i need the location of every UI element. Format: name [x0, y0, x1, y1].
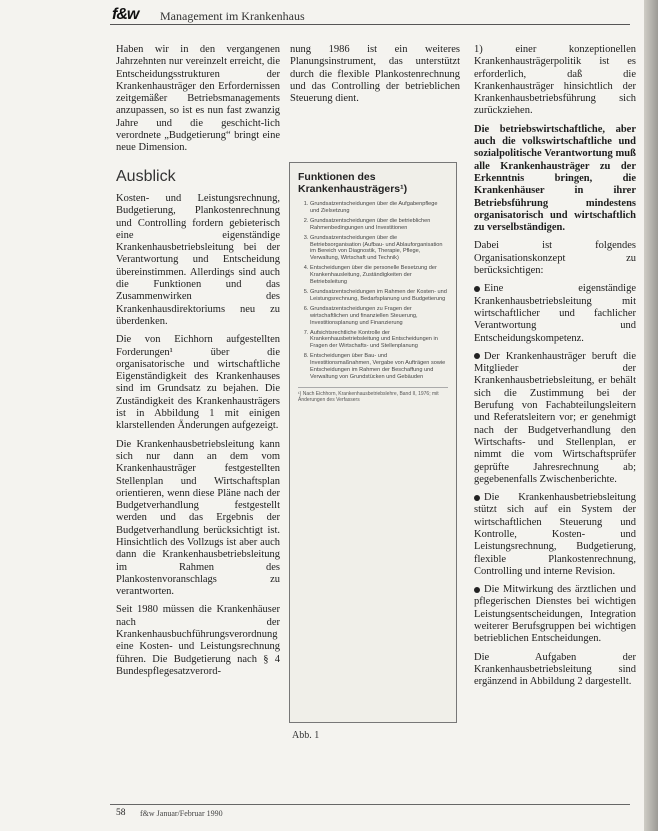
footer-divider: [110, 804, 630, 805]
bullet-icon: [474, 587, 480, 593]
column-3: [474, 44, 636, 695]
col1-paragraph: Die von Eichhorn aufgestellten Forderungen¹ über die organisatorische und wirtschaftliche Eigenständigkeit des Krankenhauses sind im Grundsatz zu bejahen. Die Zuständigkeit des Krankenhausträgers ist in Abbildung 1 mit einigen klarstellenden Änderungen aufgezeigt.: [116, 334, 280, 432]
figure-box-functions: [289, 162, 457, 723]
col1-paragraph: Haben wir in den vergangenen Jahrzehnten nur vereinzelt erreicht, die Entscheidungsstrukturen der Krankenhausträger den Erfordernissen zeitgemäßer Betriebsmanagements anzupassen, so ist es nun fast zwanzig Jahre und die geschicht-lich verordnete „Budgetierung“ bringt eine neue Dimension.: [116, 44, 280, 154]
list-item: 8. Entscheidungen über Bau- und Investitionsmaßnahmen, Vergabe von Aufträgen sowie Entscheidungen im Rahmen der Beschaffung und Verwaltung von Grundstücken und Gebäuden: [310, 353, 448, 381]
col3-paragraph: Die Aufgaben der Krankenhausbetriebsleitung sind ergänzend in Abbildung 2 dargestellt.: [474, 651, 636, 688]
list-item: 1. Grundsatzentscheidungen über die Aufgabenpflege und Zielsetzung: [310, 201, 448, 215]
bullet-icon: [474, 495, 480, 501]
col3-paragraph: Dabei ist folgendes Organisationskonzept zu berücksichtigen:: [474, 240, 636, 277]
list-item: 2. Grundsatzentscheidungen über die betrieblichen Rahmenbedingungen und Investitionen: [310, 218, 448, 232]
footer-journal: f&w Januar/Februar 1990: [140, 809, 223, 818]
list-item: 7. Aufsichtsrechtliche Kontrolle der Krankenhausbetriebsleitung und Entscheidungen in Fragen der Wirtschafts- und Stellenplanung: [310, 330, 448, 351]
list-item: 3. Grundsatzentscheidungen über die Betriebsorganisation (Aufbau- und Ablauforganisation im Bereich von Diagnostik, Therapie, Pflege, Verwaltung, Wirtschaft und Technik): [310, 235, 448, 263]
bullet-icon: [474, 286, 480, 292]
list-item: 6. Grundsatzentscheidungen zu Fragen der wirtschaftlichen und finanziellen Steuerung, Investitionsplanung und Finanzierung: [310, 306, 448, 327]
page-edge-shadow: [644, 0, 658, 831]
bullet-icon: [474, 353, 480, 359]
col3-paragraph: 1) einer konzeptionellen Krankenhausträgerpolitik ist es erforderlich, daß die Krankenhausträger hinsichtlich der Krankenhausbetriebsführung sich zurückziehen.: [474, 44, 636, 117]
col1-paragraph: Die Krankenhausbetriebsleitung kann sich nur dann an dem vom Krankenhausträger festgestellten Stellenplan und Wirtschaftsplan orientieren, wenn diese Pläne nach der Budgetverhandlung festgestellt werden und das Ergebnis der Budgetverhandlung berücksichtigt ist. Hinsichtlich des Vollzugs ist aber auch dann die Krankenhausbetriebsleitung im Rahmen des Plankostenvoranschlags zu verantworten.: [116, 438, 280, 598]
list-item: 4. Entscheidungen über die personelle Besetzung der Krankenhausleitung, Zuständigkeiten der Betriebsleitung: [310, 265, 448, 286]
bullet-item: [474, 283, 636, 344]
figure-footnote: ¹) Nach Eichhorn, Krankenhausbetriebslehre, Band II, 1976; mit Änderungen des Verfassers: [298, 387, 448, 403]
figure-title: Funktionen des Krankenhausträgers¹): [298, 171, 408, 195]
functions-list: [298, 201, 448, 381]
section-heading: Ausblick: [116, 167, 176, 185]
col1-paragraph: Seit 1980 müssen die Krankenhäuser nach der Krankenhausbuchführungsverordnung eine Kosten- und Leistungsrechnung führen. Die Budgetierung nach § 4 Bundespflegesatzverord-: [116, 604, 280, 677]
list-item: 5. Grundsatzentscheidungen im Rahmen der Kosten- und Leistungsrechnung, Bedarfsplanung und Budgetierung: [310, 289, 448, 303]
column-2: [290, 44, 460, 111]
bullet-text: Der Krankenhausträger beruft die Mitglieder der Krankenhausbetriebsleitung, er behält sich die Zustimmung bei der Berufung von Fachabteilungsleitern und Referatsleitern vor; er genehmigt nach der Budgetverhandlung den Wirtschafts- und Stellenplan, er nimmt die vom Wirtschaftsprüfer geprüfte Jahresrechnung ab; gegebenenfalls Zwischenberichte.: [474, 350, 636, 485]
bullet-item: [474, 351, 636, 486]
col2-paragraph: nung 1986 ist ein weiteres Planungsinstrument, das unterstützt durch die flexible Plankostenrechnung und das Controlling der betrieblichen Steuerung dient.: [290, 44, 460, 105]
bullet-text: Die Mitwirkung des ärztlichen und pflegerischen Dienstes bei wichtigen Leistungsentscheidungen, Integration weiterer Berufsgruppen bei wichtigen betrieblichen Entscheidungen.: [474, 584, 636, 645]
bullet-text: Die Krankenhausbetriebsleitung stützt sich auf ein System der wirtschaftlichen Steuerung und Kontrolle, Kosten- und Leistungsrechnung, Budgetierung, flexible Plankostenrechnung, Controlling und interne Revision.: [474, 492, 636, 577]
bullet-item: [474, 584, 636, 645]
bullet-text: Eine eigenständige Krankenhausbetriebsleitung mit wirtschaftlicher und fachlicher Verantwortung und Entscheidungskompetenz.: [474, 283, 636, 344]
journal-logo: f&w: [112, 6, 139, 23]
col3-bold-paragraph: Die betriebswirtschaftliche, aber auch die volkswirtschaftliche und sozialpolitische Verantwortung muß alle Krankenhausträger zu der Erkenntnis bringen, die Krankenhäuser in ihrer Betriebsführung mindestens organisatorisch und wirtschaftlich zu verselbständigen.: [474, 123, 636, 234]
header-divider: [110, 24, 630, 25]
col1-paragraph: Kosten- und Leistungsrechnung, Budgetierung, Plankostenrechnung und Controlling fordern gebieterisch eine eigenständige Krankenhausbetriebsleitung bei der Verantwortung und Entscheidung übereinstimmen. Allerdings sind auch die Funktionen und das Zusammenwirken des Krankenhausdirektoriums neu zu überdenken.: [116, 192, 280, 327]
figure-label: Abb. 1: [292, 730, 320, 741]
running-title: Management im Krankenhaus: [160, 9, 305, 23]
page-number: 58: [116, 808, 126, 818]
column-1: [116, 44, 280, 684]
bullet-item: [474, 492, 636, 578]
